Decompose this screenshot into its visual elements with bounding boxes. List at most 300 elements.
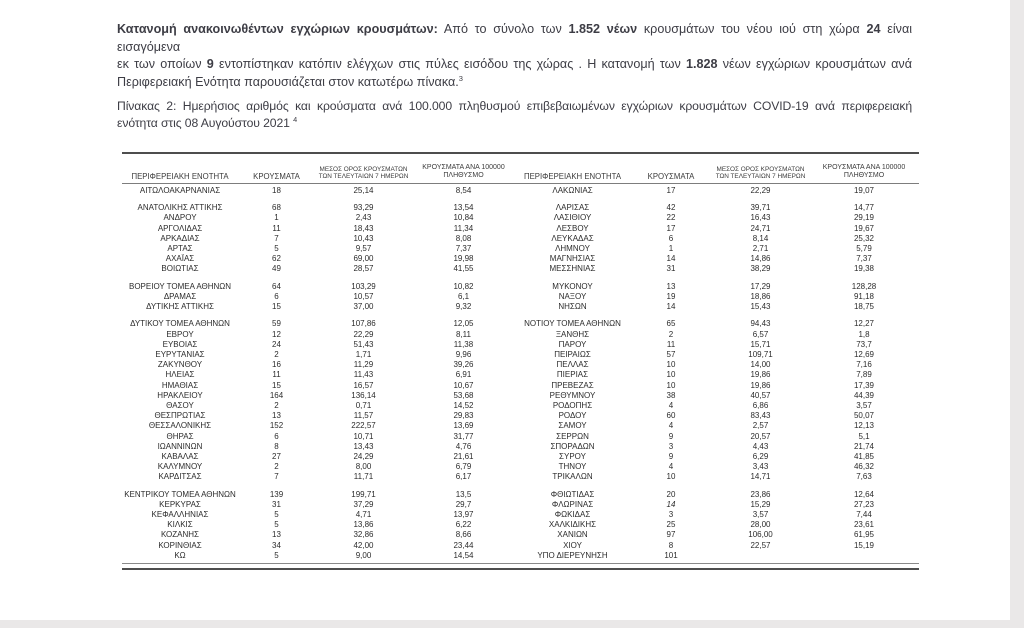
table-row (122, 391, 919, 401)
value-cell: 31 (272, 499, 281, 509)
value-cell: 6,29 (752, 451, 769, 461)
region-cell: ΑΡΚΑΔΙΑΣ (160, 233, 200, 243)
table-row (122, 319, 919, 329)
table-row (122, 520, 919, 530)
header-cases-right: ΚΡΟΥΣΜΑΤΑ (647, 171, 695, 181)
value-cell: 65 (666, 319, 676, 329)
value-cell: 29,7 (455, 499, 472, 509)
value-cell: 6,86 (752, 400, 769, 410)
value-cell: 97 (666, 530, 676, 540)
value-cell: 10,67 (453, 380, 474, 390)
value-cell: 13 (272, 411, 281, 421)
region-cell: ΚΑΒΑΛΑΣ (161, 451, 199, 461)
value-cell: 31 (666, 264, 676, 274)
value-cell: 7,89 (856, 370, 872, 380)
value-cell: 25 (666, 520, 676, 530)
value-cell: 10 (666, 472, 676, 482)
value-cell: 18,75 (853, 302, 875, 312)
value-cell: 10,82 (453, 281, 474, 291)
value-cell: 12 (272, 329, 281, 339)
text-segment: ενότητα στις 08 Αυγούστου 2021 (117, 116, 294, 131)
region-cell: ΜΕΣΣΗΝΙΑΣ (549, 264, 596, 274)
value-cell: 38,29 (750, 264, 771, 274)
text-segment: 1.852 νέων (568, 22, 638, 36)
value-cell: 94,43 (750, 319, 771, 329)
value-cell: 8,14 (752, 233, 769, 243)
table-row (122, 292, 919, 302)
region-cell: ΜΥΚΟΝΟΥ (552, 281, 593, 291)
value-cell: 19,86 (750, 380, 771, 390)
value-cell: 83,43 (750, 411, 771, 421)
value-cell: 23,44 (453, 540, 474, 550)
value-cell: 12,69 (853, 350, 875, 359)
value-cell: 13 (272, 530, 281, 540)
value-cell: 14,71 (750, 472, 771, 482)
value-cell: 106,00 (748, 530, 773, 540)
value-cell: 57 (666, 350, 676, 359)
table-row (122, 411, 919, 421)
value-cell: 7,37 (455, 243, 472, 253)
region-cell: ΠΙΕΡΙΑΣ (556, 370, 589, 380)
value-cell: 2 (274, 462, 279, 472)
region-cell: ΣΥΡΟΥ (559, 451, 586, 461)
value-cell: 13 (666, 281, 676, 291)
value-cell: 16 (272, 360, 281, 370)
value-cell: 109,71 (748, 350, 773, 359)
region-cell: ΕΥΡΥΤΑΝΙΑΣ (155, 350, 205, 359)
value-cell: 222,57 (351, 421, 376, 431)
value-cell: 27 (272, 451, 281, 461)
table-row (122, 282, 919, 292)
value-cell: 18,43 (353, 223, 374, 233)
value-cell: 9 (668, 431, 674, 441)
region-cell: ΔΥΤΙΚΗΣ ΑΤΤΙΚΗΣ (146, 302, 214, 312)
region-cell: ΗΜΑΘΙΑΣ (161, 380, 199, 390)
region-cell: ΚΙΛΚΙΣ (167, 520, 193, 530)
value-cell: 5,79 (856, 243, 872, 253)
value-cell: 7,63 (856, 472, 872, 482)
value-cell: 7,16 (856, 360, 872, 370)
region-cell: ΘΕΣΣΑΛΟΝΙΚΗΣ (148, 421, 212, 431)
text-segment: Από το σύνολο των (437, 22, 569, 36)
value-cell: 13,69 (453, 421, 474, 431)
region-cell: ΑΡΓΟΛΙΔΑΣ (157, 223, 203, 233)
region-cell: ΗΛΕΙΑΣ (165, 370, 195, 380)
table-row (122, 421, 919, 431)
table-row (122, 370, 919, 380)
value-cell: 20,57 (750, 431, 771, 441)
text-segment: είναι εισαγόμενα (117, 22, 913, 54)
value-cell: 15,43 (750, 302, 771, 312)
regional-cases-table (122, 152, 919, 570)
value-cell: 14,52 (453, 400, 474, 410)
value-cell: 28,57 (353, 264, 374, 274)
region-cell: ΠΡΕΒΕΖΑΣ (551, 380, 594, 390)
header-region-right: ΠΕΡΙΦΕΡΕΙΑΚΗ ΕΝΟΤΗΤΑ (523, 171, 622, 181)
value-cell: 91,18 (853, 291, 875, 301)
value-cell: 136,14 (351, 390, 376, 400)
value-cell: 18 (272, 185, 281, 195)
table-row (122, 234, 919, 244)
value-cell: 4 (668, 462, 674, 472)
value-cell: 5 (274, 243, 279, 253)
value-cell: 14,77 (853, 203, 875, 213)
value-cell: 9,96 (455, 350, 472, 359)
value-cell: 8,54 (455, 185, 472, 195)
value-cell: 9,00 (355, 550, 372, 560)
value-cell: 10,57 (353, 291, 374, 301)
text-line (117, 56, 912, 74)
region-cell: ΦΘΙΩΤΙΔΑΣ (550, 489, 595, 499)
table-row (122, 264, 919, 274)
table-caption (117, 98, 912, 133)
text-segment: Περιφερειακή Ενότητα παρουσιάζεται στον κατωτέρω πίνακα. (117, 74, 459, 89)
region-cell: ΑΝΑΤΟΛΙΚΗΣ ΑΤΤΙΚΗΣ (137, 203, 223, 213)
value-cell: 9,32 (455, 302, 472, 312)
value-cell: 44,39 (853, 390, 875, 400)
value-cell: 6,1 (457, 291, 470, 301)
region-cell: ΒΟΙΩΤΙΑΣ (161, 264, 199, 274)
value-cell: 10 (666, 370, 676, 380)
value-cell: 11 (666, 339, 676, 349)
region-cell: ΔΥΤΙΚΟΥ ΤΟΜΕΑ ΑΘΗΝΩΝ (130, 319, 230, 329)
value-cell: 39,71 (750, 203, 771, 213)
table-row (122, 432, 919, 442)
region-cell: ΚΩ (174, 550, 186, 560)
table-row (122, 340, 919, 350)
value-cell: 19,67 (853, 223, 875, 233)
group-spacer (122, 482, 919, 489)
header-per100k-right: ΚΡΟΥΣΜΑΤΑ ΑΝΑ 100000 ΠΛΗΘΥΣΜΟ (822, 164, 906, 180)
value-cell: 5 (274, 550, 279, 560)
region-cell: ΕΒΡΟΥ (166, 329, 194, 339)
region-cell: ΘΑΣΟΥ (166, 400, 194, 410)
value-cell: 8 (274, 441, 279, 451)
value-cell: 4,76 (455, 441, 472, 451)
value-cell: 13,86 (353, 520, 374, 530)
region-cell: ΥΠΟ ΔΙΕΡΕΥΝΗΣΗ (537, 550, 608, 560)
value-cell: 17,29 (750, 281, 771, 291)
table-row (122, 462, 919, 472)
text-segment: νέων εγχώριων κρουσμάτων ανά (717, 57, 912, 72)
value-cell: 4,43 (752, 441, 769, 451)
value-cell: 7 (274, 472, 279, 482)
value-cell: 152 (269, 421, 284, 431)
value-cell: 6 (668, 233, 674, 243)
value-cell: 64 (272, 281, 281, 291)
value-cell: 15,29 (750, 499, 771, 509)
value-cell: 139 (269, 489, 284, 499)
table-row (122, 350, 919, 360)
table-row (122, 442, 919, 452)
region-cell: ΙΩΑΝΝΙΝΩΝ (157, 441, 203, 451)
value-cell: 24,71 (750, 223, 771, 233)
group-spacer (122, 196, 919, 203)
value-cell: 28,00 (750, 520, 771, 530)
viewer-bottom-edge (0, 620, 1010, 628)
value-cell (809, 551, 919, 561)
table-row (122, 213, 919, 223)
value-cell: 15 (272, 380, 281, 390)
value-cell: 42,00 (353, 540, 374, 550)
value-cell: 62 (272, 254, 281, 264)
region-cell: ΜΑΓΝΗΣΙΑΣ (549, 254, 596, 264)
value-cell: 3 (668, 441, 674, 451)
value-cell: 39,26 (453, 360, 474, 370)
region-cell: ΘΗΡΑΣ (166, 431, 194, 441)
value-cell: 59 (272, 319, 281, 329)
value-cell: 15,71 (750, 339, 771, 349)
value-cell: 3,57 (856, 400, 872, 410)
region-cell: ΦΩΚΙΔΑΣ (554, 510, 591, 519)
value-cell: 3,57 (752, 510, 769, 519)
region-cell: ΚΕΡΚΥΡΑΣ (159, 499, 201, 509)
table-row (122, 500, 919, 510)
region-cell: ΛΕΣΒΟΥ (556, 223, 589, 233)
value-cell: 2 (274, 400, 279, 410)
value-cell: 21,61 (453, 451, 474, 461)
value-cell: 17 (666, 223, 676, 233)
value-cell: 25,32 (853, 233, 875, 243)
table-row (122, 530, 919, 540)
value-cell: 11,29 (353, 360, 374, 370)
value-cell: 46,32 (853, 462, 875, 472)
table-row (122, 186, 919, 196)
value-cell: 21,74 (853, 441, 875, 451)
value-cell: 15 (272, 302, 281, 312)
value-cell: 2,57 (752, 421, 769, 431)
value-cell: 16,43 (750, 213, 771, 223)
value-cell: 24,29 (353, 451, 374, 461)
value-cell: 69,00 (353, 254, 374, 264)
value-cell: 6,79 (455, 462, 472, 472)
table-row (122, 510, 919, 520)
region-cell: ΡΟΔΟΠΗΣ (552, 400, 593, 410)
value-cell: 11,34 (453, 223, 474, 233)
header-avg7-left: ΜΕΣΟΣ ΟΡΟΣ ΚΡΟΥΣΜΑΤΩΝ ΤΩΝ ΤΕΛΕΥΤΑΙΩΝ 7 ΗΜΕΡΩΝ (318, 165, 409, 181)
region-cell: ΞΑΝΘΗΣ (555, 329, 590, 339)
value-cell: 23,61 (853, 520, 875, 530)
value-cell: 14 (666, 499, 676, 509)
value-cell: 24 (272, 339, 281, 349)
value-cell: 32,86 (353, 530, 374, 540)
footnote-marker: 4 (293, 115, 298, 125)
value-cell: 60 (666, 411, 676, 421)
value-cell: 50,07 (853, 411, 875, 421)
region-cell: ΛΑΣΙΘΙΟΥ (553, 213, 592, 223)
region-cell: ΛΗΜΝΟΥ (555, 243, 590, 253)
region-cell: ΣΕΡΡΩΝ (556, 431, 589, 441)
table-row (122, 254, 919, 264)
region-cell: ΠΕΛΛΑΣ (556, 360, 589, 370)
value-cell: 41,55 (453, 264, 474, 274)
value-cell: 1 (274, 213, 279, 223)
value-cell: 8,00 (355, 462, 372, 472)
value-cell: 68 (272, 203, 281, 213)
text-segment: 9 (206, 57, 214, 72)
region-cell: ΤΗΝΟΥ (558, 462, 587, 472)
region-cell: ΚΕΦΑΛΛΗΝΙΑΣ (151, 510, 209, 519)
value-cell: 23,86 (750, 489, 771, 499)
value-cell: 3 (668, 510, 674, 519)
value-cell: 53,68 (453, 390, 474, 400)
header-per100k-left: ΚΡΟΥΣΜΑΤΑ ΑΝΑ 100000 ΠΛΗΘΥΣΜΟ (422, 164, 505, 180)
text-line (117, 74, 912, 92)
value-cell: 10 (666, 380, 676, 390)
value-cell: 6 (274, 291, 279, 301)
value-cell: 13,97 (453, 510, 474, 519)
value-cell: 4,71 (355, 510, 372, 519)
value-cell: 11,43 (353, 370, 374, 380)
value-cell: 22,29 (750, 185, 771, 195)
value-cell: 10,71 (353, 431, 374, 441)
table-row (122, 472, 919, 482)
text-line (117, 115, 912, 132)
footnote-marker: 3 (458, 73, 463, 83)
region-cell: ΧΙΟΥ (563, 540, 582, 550)
value-cell: 19,07 (853, 185, 875, 195)
region-cell: ΧΑΛΚΙΔΙΚΗΣ (548, 520, 597, 530)
header-cases-left: ΚΡΟΥΣΜΑΤΑ (253, 171, 300, 181)
value-cell: 61,95 (853, 530, 875, 540)
group-spacer (122, 275, 919, 282)
value-cell: 2,43 (355, 213, 372, 223)
region-cell: ΛΑΡΙΣΑΣ (555, 203, 590, 213)
value-cell: 34 (272, 540, 281, 550)
value-cell: 7,44 (856, 510, 872, 519)
table-row (122, 381, 919, 391)
region-cell: ΝΟΤΙΟΥ ΤΟΜΕΑ ΑΘΗΝΩΝ (524, 319, 621, 329)
region-cell: ΖΑΚΥΝΘΟΥ (157, 360, 203, 370)
group-spacer (122, 312, 919, 319)
region-cell: ΘΕΣΠΡΩΤΙΑΣ (154, 411, 206, 421)
region-cell: ΡΟΔΟΥ (558, 411, 587, 421)
text-segment: Πίνακας 2: Ημερήσιος αριθμός και κρούσματα ανά 100.000 πληθυσμού επιβεβαιωμένων εγχώριων κρουσμάτων COVID-19 ανά περιφερειακή (117, 99, 912, 113)
value-cell: 8,66 (455, 530, 472, 540)
value-cell: 14,00 (750, 360, 771, 370)
table-bottom-rule-thin (122, 563, 919, 564)
value-cell: 13,54 (453, 203, 474, 213)
value-cell: 19,98 (453, 254, 474, 264)
text-segment: 1.828 (685, 57, 718, 72)
value-cell: 49 (272, 264, 281, 274)
table-bottom-rule-thick (122, 568, 919, 570)
text-segment: Κατανομή ανακοινωθέντων εγχώριων κρουσμάτων: (117, 22, 438, 36)
value-cell: 11 (272, 223, 281, 233)
text-line (117, 21, 912, 56)
value-cell: 19 (666, 291, 676, 301)
value-cell: 6,22 (455, 520, 472, 530)
region-cell: ΝΑΞΟΥ (558, 291, 587, 301)
value-cell: 103,29 (351, 281, 376, 291)
region-cell: ΠΑΡΟΥ (558, 339, 587, 349)
value-cell: 1,71 (355, 350, 372, 359)
region-cell: ΦΛΩΡΙΝΑΣ (551, 499, 594, 509)
value-cell: 14,54 (453, 550, 474, 560)
value-cell: 22,57 (750, 540, 771, 550)
table-row (122, 360, 919, 370)
value-cell: 10 (666, 360, 676, 370)
region-cell: ΔΡΑΜΑΣ (163, 291, 197, 301)
value-cell: 4 (668, 400, 674, 410)
value-cell: 14 (666, 254, 676, 264)
region-cell: ΣΠΟΡΑΔΩΝ (550, 441, 595, 451)
value-cell: 11,38 (453, 339, 474, 349)
value-cell: 2 (668, 329, 674, 339)
region-cell: ΣΑΜΟΥ (558, 421, 587, 431)
value-cell: 128,28 (851, 281, 877, 291)
value-cell: 13,43 (353, 441, 374, 451)
table-row (122, 330, 919, 340)
header-region-left: ΠΕΡΙΦΕΡΕΙΑΚΗ ΕΝΟΤΗΤΑ (131, 171, 229, 181)
value-cell: 27,23 (853, 499, 875, 509)
region-cell: ΕΥΒΟΙΑΣ (162, 339, 198, 349)
region-cell: ΑΙΤΩΛΟΑΚΑΡΝΑΝΙΑΣ (139, 185, 221, 195)
value-cell: 22 (666, 213, 676, 223)
value-cell: 199,71 (351, 489, 376, 499)
value-cell: 5 (274, 510, 279, 519)
value-cell: 6,17 (455, 472, 472, 482)
value-cell: 11,71 (353, 472, 374, 482)
table-row (122, 224, 919, 234)
header-avg7-right: ΜΕΣΟΣ ΟΡΟΣ ΚΡΟΥΣΜΑΤΩΝ ΤΩΝ ΤΕΛΕΥΤΑΙΩΝ 7 ΗΜΕΡΩΝ (715, 165, 806, 181)
region-cell: ΑΝΔΡΟΥ (163, 213, 197, 223)
table-row (122, 551, 919, 561)
value-cell: 107,86 (351, 319, 376, 329)
value-cell: 164 (269, 390, 284, 400)
table-body (122, 184, 919, 561)
value-cell: 1 (668, 243, 674, 253)
value-cell: 18,86 (750, 291, 771, 301)
region-cell: ΒΟΡΕΙΟΥ ΤΟΜΕΑ ΑΘΗΝΩΝ (128, 281, 232, 291)
table-row (122, 401, 919, 411)
value-cell: 17 (666, 185, 676, 195)
value-cell: 11 (272, 370, 281, 380)
table-row (122, 490, 919, 500)
value-cell: 73,7 (856, 339, 872, 349)
value-cell: 3,43 (752, 462, 769, 472)
region-cell: ΚΑΛΥΜΝΟΥ (157, 462, 203, 472)
value-cell: 12,27 (853, 319, 875, 329)
value-cell: 6,57 (752, 329, 769, 339)
value-cell: 12,05 (453, 319, 474, 329)
text-segment: εντοπίστηκαν κατόπιν ελέγχων στις πύλες εισόδου της χώρας . Η κατανομή των (213, 57, 686, 72)
value-cell: 10,84 (453, 213, 474, 223)
value-cell: 7 (274, 233, 279, 243)
table-row (122, 541, 919, 551)
value-cell: 8,11 (456, 329, 471, 339)
value-cell: 9,57 (355, 243, 372, 253)
value-cell: 2,71 (752, 243, 769, 253)
value-cell: 16,57 (353, 380, 374, 390)
region-cell: ΚΕΝΤΡΙΚΟΥ ΤΟΜΕΑ ΑΘΗΝΩΝ (124, 489, 236, 499)
value-cell: 9 (668, 451, 674, 461)
value-cell: 17,39 (853, 380, 875, 390)
value-cell: 93,29 (353, 203, 374, 213)
value-cell: 37,00 (353, 302, 374, 312)
text-line (117, 98, 912, 115)
value-cell: 31,77 (453, 431, 474, 441)
value-cell: 19,86 (750, 370, 771, 380)
region-cell: ΚΑΡΔΙΤΣΑΣ (158, 472, 202, 482)
value-cell: 10,43 (353, 233, 374, 243)
text-segment: κρουσμάτων του νέου ιού στη χώρα (637, 22, 867, 36)
value-cell: 29,83 (453, 411, 474, 421)
value-cell: 20 (666, 489, 676, 499)
value-cell: 25,14 (353, 185, 374, 195)
value-cell: 41,85 (853, 451, 875, 461)
intro-paragraph (117, 21, 912, 91)
